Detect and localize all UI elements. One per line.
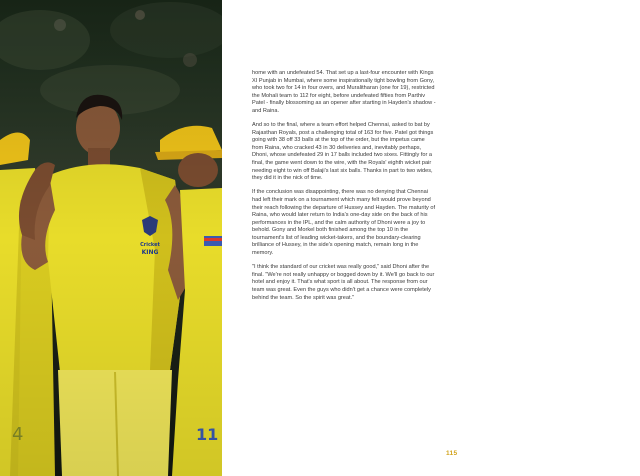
paragraph: And so to the final, where a team effort helped Chennai, asked to bat by Rajasthan Royals, post a challenging total of 163 for five. Patel got things going with 38 off 33 balls at the top of the order, but the impetus came from Raina, who cracked 43 in 30 deliveries and, inevitably perhaps, Dhoni, whose undefeated 29 in 17 balls included two sixes. Fittingly for a final, the game went down to the wire, with the Royals' eighth wicket pair needing eight to win off Balaji's last six balls. Thanks in part to two wides, they did it in the nick of time.: [252, 122, 434, 182]
text-page: [222, 0, 640, 476]
huddle-illustration: [0, 0, 222, 476]
team-huddle-photo: [0, 0, 222, 476]
paragraph: "I think the standard of our cricket was really good," said Dhoni after the final. "We're not really unhappy or bogged down by it. We'll go back to our hotel and enjoy it. That's what sport is all about. The response from our team was great. Even the guys who didn't get a chance were completely behind the team. So the spirit was great.": [252, 264, 435, 301]
paragraph: home with an undefeated 54. That set up a last-four encounter with Kings XI Punjab in Mumbai, where some inspirationally tight bowling from Gony, who took two for 14 in four overs, and Muralitharan (one for 19), restricted the Mohali team to 112 for eight, before undefeated fifties from Parthiv Patel - finally blossoming as an opener after starting in Hayden's shadow - and Raina.: [252, 70, 436, 114]
article-body: [252, 70, 436, 309]
paragraph: If the conclusion was disappointing, there was no denying that Chennai had left their mark on a tournament which many felt would prove beyond their reach following the departure of Hussey and Hayden. The maturity of Raina, who would later return to India's one-day side on the back of his performances in the IPL, and the calm authority of Dhoni were a joy to behold. Gony and Morkel both finished among the top 10 in the tournament's list of leading wicket-takers, and the boundary-clearing brilliance of Hussey, in the side's opening match, remain long in the memory.: [252, 189, 436, 257]
page-number: 115: [446, 450, 458, 457]
